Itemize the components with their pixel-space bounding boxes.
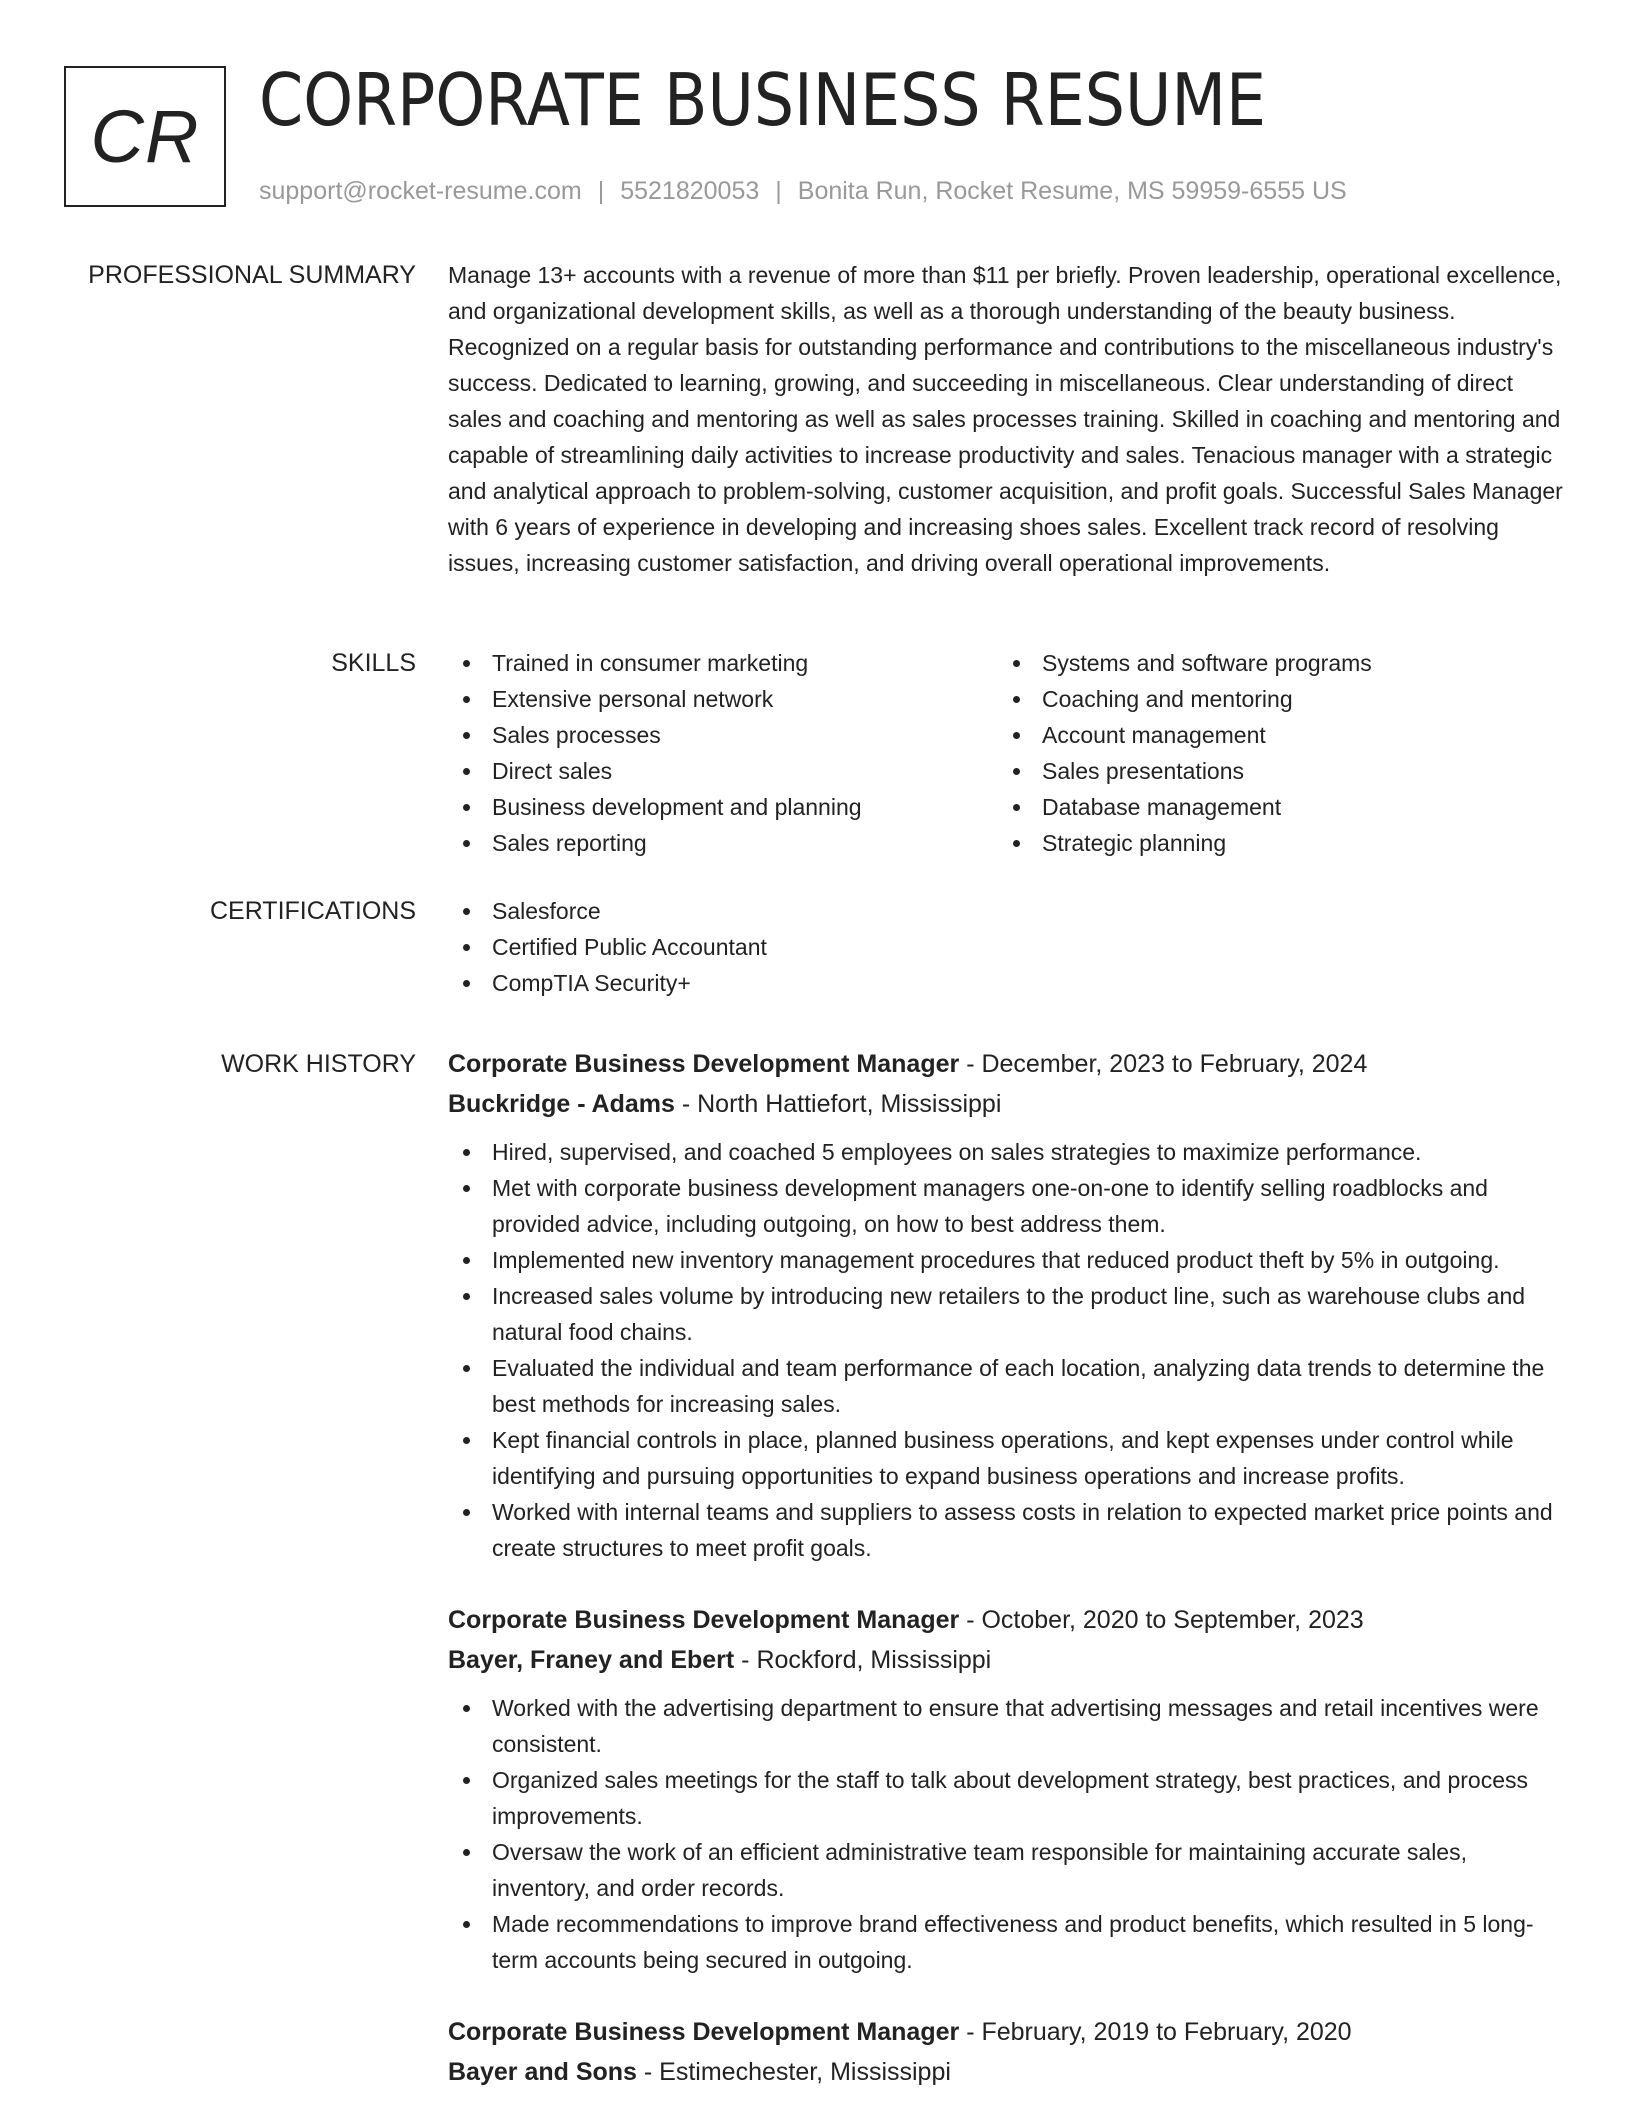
job-title: Corporate Business Development Manager [448, 1606, 960, 1634]
certifications-list [448, 893, 1568, 1001]
skill-item: Coaching and mentoring [998, 681, 1548, 717]
job-bullet: Increased sales volume by introducing new retailers to the product line, such as warehouse clubs and natural food chains. [448, 1278, 1568, 1350]
skills-heading: SKILLS [331, 649, 416, 677]
certification-item: Salesforce [448, 893, 1568, 929]
job-bullet-list [448, 1690, 1568, 1978]
skill-item: Trained in consumer marketing [448, 645, 998, 681]
job-bullet-list [448, 1134, 1568, 1566]
job-title: Corporate Business Development Manager [448, 1050, 960, 1078]
job-bullet: Worked with internal teams and suppliers to assess costs in relation to expected market price points and create structures to meet profit goals. [448, 1494, 1568, 1566]
job-bullet: Oversaw the work of an efficient administrative team responsible for maintaining accurate sales, inventory, and order records. [448, 1834, 1568, 1906]
job-company: Buckridge - Adams [448, 1090, 675, 1118]
skill-item: Sales reporting [448, 825, 998, 861]
job-bullet: Worked with the advertising department to ensure that advertising messages and retail incentives were consistent. [448, 1690, 1568, 1762]
job-bullet: Hired, supervised, and coached 5 employees on sales strategies to maximize performance. [448, 1134, 1568, 1170]
skill-item: Database management [998, 789, 1548, 825]
skill-item: Strategic planning [998, 825, 1548, 861]
summary-body [448, 257, 1568, 581]
job-title-line [448, 2012, 1568, 2052]
skill-item: Extensive personal network [448, 681, 998, 717]
resume-title: CORPORATE BUSINESS RESUME [259, 58, 1267, 142]
skill-item: Account management [998, 717, 1548, 753]
work-history-body [448, 1044, 1568, 2126]
job-title: Corporate Business Development Manager [448, 2018, 960, 2046]
job-company-line [448, 1640, 1568, 1680]
job-bullet: Evaluated the individual and team performance of each location, analyzing data trends to determine the best methods for increasing sales. [448, 1350, 1568, 1422]
job-entry [448, 2012, 1568, 2092]
job-bullet: Implemented new inventory management procedures that reduced product theft by 5% in outgoing. [448, 1242, 1568, 1278]
skills-list-left [448, 645, 998, 861]
contact-line [259, 175, 1347, 207]
skill-item: Business development and planning [448, 789, 998, 825]
skill-item: Systems and software programs [998, 645, 1548, 681]
contact-separator: | [775, 177, 782, 205]
job-bullet: Organized sales meetings for the staff to talk about development strategy, best practices, and process improvements. [448, 1762, 1568, 1834]
work-history-heading: WORK HISTORY [221, 1050, 416, 1078]
job-location: - Rockford, Mississippi [734, 1646, 992, 1674]
contact-email[interactable]: support@rocket-resume.com [259, 177, 582, 205]
monogram-logo: CR [64, 66, 226, 207]
job-company-line [448, 1084, 1568, 1124]
certifications-heading: CERTIFICATIONS [209, 897, 416, 925]
skill-item: Direct sales [448, 753, 998, 789]
skills-list-right [998, 645, 1548, 861]
contact-address: Bonita Run, Rocket Resume, MS 59959-6555 US [797, 177, 1347, 205]
job-bullet: Kept financial controls in place, planned business operations, and kept expenses under control while identifying and pursuing opportunities to expand business operations and increase profits. [448, 1422, 1568, 1494]
summary-heading: PROFESSIONAL SUMMARY [88, 261, 416, 289]
contact-phone[interactable]: 5521820053 [620, 177, 760, 205]
job-company: Bayer and Sons [448, 2058, 637, 2086]
job-entry [448, 1044, 1568, 1566]
job-dates: - October, 2020 to September, 2023 [959, 1606, 1364, 1634]
job-dates: - February, 2019 to February, 2020 [959, 2018, 1352, 2046]
job-bullet: Met with corporate business development managers one-on-one to identify selling roadblocks and provided advice, including outgoing, on how to best address them. [448, 1170, 1568, 1242]
job-title-line [448, 1044, 1568, 1084]
certifications-body [448, 893, 1568, 1001]
job-bullet: Made recommendations to improve brand effectiveness and product benefits, which resulted in 5 long-term accounts being secured in outgoing. [448, 1906, 1568, 1978]
job-location: - North Hattiefort, Mississippi [674, 1090, 1002, 1118]
skill-item: Sales processes [448, 717, 998, 753]
skills-body [448, 645, 1568, 861]
job-title-line [448, 1600, 1568, 1640]
skill-item: Sales presentations [998, 753, 1548, 789]
summary-text: Manage 13+ accounts with a revenue of more than $11 per briefly. Proven leadership, operational excellence, and organizational development skills, as well as a thorough understanding of the beauty business. Recognized on a regular basis for outstanding performance and contributions to the miscellaneous industry's success. Dedicated to learning, growing, and succeeding in miscellaneous. Clear understanding of direct sales and coaching and mentoring as well as sales processes training. Skilled in coaching and mentoring and capable of streamlining daily activities to increase productivity and sales. Tenacious manager with a strategic and analytical approach to problem-solving, customer acquisition, and profit goals. Successful Sales Manager with 6 years of experience in developing and increasing shoes sales. Excellent track record of resolving issues, increasing customer satisfaction, and driving overall operational improvements. [448, 262, 1563, 576]
job-entry [448, 1600, 1568, 1978]
job-location: - Estimechester, Mississippi [636, 2058, 951, 2086]
contact-separator: | [597, 177, 605, 205]
job-company: Bayer, Franey and Ebert [448, 1646, 735, 1674]
certification-item: CompTIA Security+ [448, 965, 1568, 1001]
job-company-line [448, 2052, 1568, 2092]
job-dates: - December, 2023 to February, 2024 [959, 1050, 1368, 1078]
certification-item: Certified Public Accountant [448, 929, 1568, 965]
